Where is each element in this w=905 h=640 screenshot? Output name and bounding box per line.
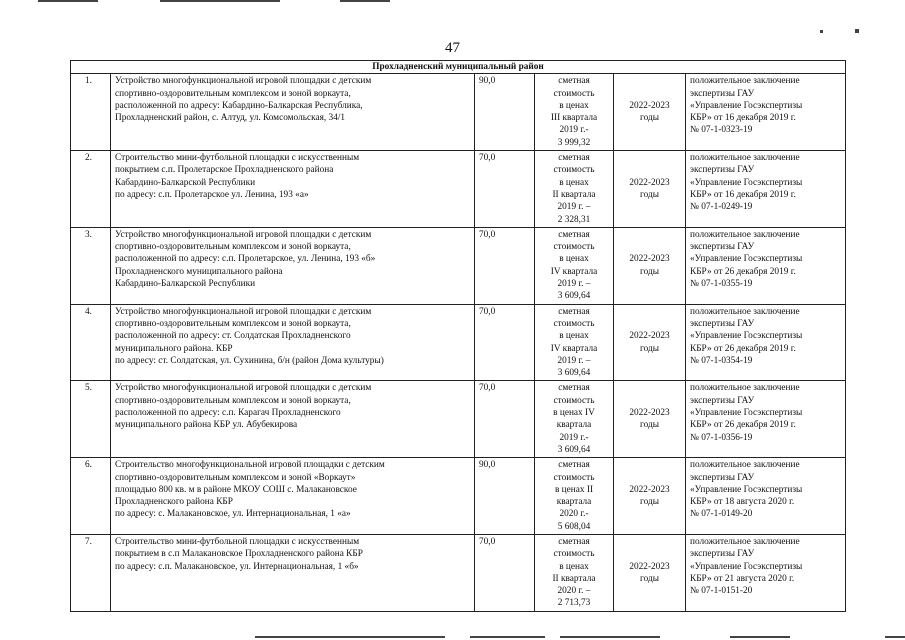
scan-artifact-line xyxy=(730,636,790,638)
estimated-cost-line: II квартала xyxy=(552,573,596,584)
estimated-cost-line: стоимость xyxy=(553,395,595,406)
estimated-cost-line: стоимость xyxy=(553,88,595,99)
object-name-line: по адресу: с. Малакановское, ул. Интернациональная, 1 «а» xyxy=(115,509,351,520)
estimated-cost-line: IV квартала xyxy=(550,343,598,354)
expert-conclusion-line: КБР» от 21 августа 2020 г. xyxy=(690,573,795,584)
estimated-cost-line: 2019 г.- xyxy=(559,432,589,443)
estimated-cost-line: стоимость xyxy=(553,242,595,253)
implementation-years xyxy=(614,74,686,151)
expert-conclusion xyxy=(686,381,846,458)
area-value: 70,0 xyxy=(475,534,535,611)
expert-conclusion-line: КБР» от 26 декабря 2019 г. xyxy=(690,343,796,354)
estimated-cost-line: в ценах xyxy=(559,254,589,265)
object-name-line: Прохладненского района КБР xyxy=(115,497,233,508)
object-name-line: расположенной по адресу: с.п. Карагач Прохладненского xyxy=(115,408,341,419)
object-name-line: муниципального района КБР ул. Абубекирова xyxy=(115,420,298,431)
estimated-cost-line: 2 713,73 xyxy=(557,598,591,609)
implementation-years-line: годы xyxy=(640,343,659,354)
scan-artifact-line xyxy=(820,30,823,33)
expert-conclusion-line: положительное заключение xyxy=(690,536,800,547)
object-name xyxy=(111,534,475,611)
table-row xyxy=(71,381,846,458)
object-name xyxy=(111,381,475,458)
object-name-line: расположенной по адресу: ст. Солдатская Прохладненского xyxy=(115,331,351,342)
estimated-cost-line: сметная xyxy=(558,460,590,471)
implementation-years-line: 2022-2023 xyxy=(629,561,670,572)
estimated-cost-line: стоимость xyxy=(553,549,595,560)
expert-conclusion-line: № 07-1-0149-20 xyxy=(690,509,753,520)
object-name-line: спортивно-оздоровительным комплексом и зоной «Воркаут» xyxy=(115,472,356,483)
estimated-cost-line: в ценах xyxy=(559,100,589,111)
estimated-cost xyxy=(535,74,614,151)
implementation-years xyxy=(614,151,686,228)
estimated-cost-line: 2020 г. – xyxy=(557,586,591,597)
estimated-cost-line: 2019 г. – xyxy=(557,202,591,213)
table-row xyxy=(71,304,846,381)
implementation-years xyxy=(614,381,686,458)
object-name-line: по адресу: с.п. Пролетарское ул. Ленина, 193 «а» xyxy=(115,189,309,200)
scan-artifact-line xyxy=(38,0,98,2)
object-name-line: Устройство многофункциональной игровой площадки с детским xyxy=(115,76,372,87)
expert-conclusion-line: № 07-1-0323-19 xyxy=(690,125,753,136)
implementation-years-line: 2022-2023 xyxy=(629,408,670,419)
row-number: 7. xyxy=(71,534,111,611)
object-name-line: спортивно-оздоровительным комплексом и зоной воркаута, xyxy=(115,395,351,406)
expert-conclusion-line: КБР» от 18 августа 2020 г. xyxy=(690,497,795,508)
scan-artifact-line xyxy=(470,636,545,638)
estimated-cost-line: стоимость xyxy=(553,472,595,483)
estimated-cost-line: 2019 г. – xyxy=(557,279,591,290)
expert-conclusion-line: экспертизы ГАУ xyxy=(690,395,755,406)
estimated-cost-line: стоимость xyxy=(553,165,595,176)
expert-conclusion xyxy=(686,458,846,535)
expert-conclusion-line: № 07-1-0151-20 xyxy=(690,586,753,597)
object-name xyxy=(111,74,475,151)
implementation-years xyxy=(614,304,686,381)
expert-conclusion-line: экспертизы ГАУ xyxy=(690,472,755,483)
estimated-cost xyxy=(535,534,614,611)
area-value: 70,0 xyxy=(475,381,535,458)
object-name-line: площадью 800 кв. м в районе МКОУ СОШ с. Малакановское xyxy=(115,484,357,495)
object-name xyxy=(111,304,475,381)
implementation-years xyxy=(614,227,686,304)
object-name xyxy=(111,458,475,535)
object-name-line: спортивно-оздоровительным комплексом и зоной воркаута, xyxy=(115,318,351,329)
estimated-cost-line: 5 608,04 xyxy=(557,521,591,532)
expert-conclusion-line: положительное заключение xyxy=(690,306,800,317)
expert-conclusion-line: № 07-1-0356-19 xyxy=(690,432,753,443)
object-name-line: расположенной по адресу: с.п. Пролетарское, ул. Ленина, 193 «б» xyxy=(115,254,376,265)
expert-conclusion-line: положительное заключение xyxy=(690,153,800,164)
estimated-cost xyxy=(535,227,614,304)
implementation-years-line: годы xyxy=(640,189,659,200)
region-title-row xyxy=(71,61,846,74)
expert-conclusion xyxy=(686,227,846,304)
scan-artifact-line xyxy=(855,29,859,33)
expert-conclusion-line: экспертизы ГАУ xyxy=(690,549,755,560)
estimated-cost-line: 2 328,31 xyxy=(557,214,591,225)
estimated-cost-line: в ценах IV xyxy=(553,408,595,419)
estimated-cost-line: 2019 г. – xyxy=(557,355,591,366)
estimated-cost-line: 3 609,64 xyxy=(557,368,591,379)
implementation-years-line: 2022-2023 xyxy=(629,100,670,111)
object-name-line: Строительство мини-футбольной площадки с искусственным xyxy=(115,153,360,164)
estimated-cost xyxy=(535,381,614,458)
object-name-line: спортивно-оздоровительным комплексом и зоной воркаута, xyxy=(115,88,351,99)
expert-conclusion xyxy=(686,74,846,151)
estimated-cost-line: в ценах xyxy=(559,561,589,572)
object-name-line: Устройство многофункциональной игровой площадки с детским xyxy=(115,306,372,317)
estimated-cost-line: в ценах xyxy=(559,331,589,342)
row-number: 4. xyxy=(71,304,111,381)
row-number: 3. xyxy=(71,227,111,304)
object-name xyxy=(111,151,475,228)
estimated-cost-line: 2019 г.- xyxy=(559,125,589,136)
scan-artifact-line xyxy=(255,636,445,638)
expert-conclusion-line: экспертизы ГАУ xyxy=(690,165,755,176)
object-name-line: Прохладненского муниципального района xyxy=(115,266,283,277)
projects-table xyxy=(70,60,846,612)
estimated-cost xyxy=(535,151,614,228)
expert-conclusion-line: экспертизы ГАУ xyxy=(690,88,755,99)
area-value: 70,0 xyxy=(475,151,535,228)
expert-conclusion-line: положительное заключение xyxy=(690,460,800,471)
object-name-line: Устройство многофункциональной игровой площадки с детским xyxy=(115,229,372,240)
estimated-cost-line: сметная xyxy=(558,153,590,164)
estimated-cost-line: в ценах xyxy=(559,177,589,188)
expert-conclusion-line: «Управление Госэкспертизы xyxy=(690,561,803,572)
object-name-line: по адресу: с.п. Малакановское, ул. Интернациональная, 1 «б» xyxy=(115,561,359,572)
estimated-cost-line: 3 609,64 xyxy=(557,444,591,455)
implementation-years-line: годы xyxy=(640,573,659,584)
table-row xyxy=(71,227,846,304)
object-name-line: муниципального района. КБР xyxy=(115,343,233,354)
table-row xyxy=(71,458,846,535)
estimated-cost-line: сметная xyxy=(558,383,590,394)
expert-conclusion-line: «Управление Госэкспертизы xyxy=(690,177,803,188)
expert-conclusion-line: КБР» от 16 декабря 2019 г. xyxy=(690,113,796,124)
expert-conclusion xyxy=(686,534,846,611)
estimated-cost-line: 3 609,64 xyxy=(557,291,591,302)
estimated-cost-line: сметная xyxy=(558,536,590,547)
scan-artifact-line xyxy=(885,636,905,638)
object-name-line: спортивно-оздоровительным комплексом и зоной воркаута, xyxy=(115,242,351,253)
region-title: Прохладненский муниципальный район xyxy=(71,61,846,74)
object-name-line: Кабардино-Балкарской Республики xyxy=(115,177,256,188)
page-number: 47 xyxy=(445,40,460,56)
estimated-cost xyxy=(535,304,614,381)
expert-conclusion-line: «Управление Госэкспертизы xyxy=(690,484,803,495)
row-number: 2. xyxy=(71,151,111,228)
estimated-cost-line: квартала xyxy=(556,497,592,508)
implementation-years-line: 2022-2023 xyxy=(629,484,670,495)
expert-conclusion xyxy=(686,304,846,381)
object-name xyxy=(111,227,475,304)
estimated-cost-line: в ценах II xyxy=(554,484,594,495)
expert-conclusion-line: положительное заключение xyxy=(690,229,800,240)
expert-conclusion-line: «Управление Госэкспертизы xyxy=(690,408,803,419)
estimated-cost-line: III квартала xyxy=(550,113,598,124)
expert-conclusion-line: № 07-1-0355-19 xyxy=(690,279,753,290)
area-value: 70,0 xyxy=(475,227,535,304)
expert-conclusion-line: «Управление Госэкспертизы xyxy=(690,254,803,265)
expert-conclusion-line: № 07-1-0354-19 xyxy=(690,355,753,366)
implementation-years-line: 2022-2023 xyxy=(629,177,670,188)
table-row xyxy=(71,151,846,228)
expert-conclusion-line: положительное заключение xyxy=(690,76,800,87)
estimated-cost-line: квартала xyxy=(556,420,592,431)
row-number: 1. xyxy=(71,74,111,151)
table-row xyxy=(71,534,846,611)
expert-conclusion-line: КБР» от 26 декабря 2019 г. xyxy=(690,266,796,277)
expert-conclusion-line: № 07-1-0249-19 xyxy=(690,202,753,213)
estimated-cost-line: II квартала xyxy=(552,189,596,200)
area-value: 90,0 xyxy=(475,74,535,151)
expert-conclusion-line: КБР» от 16 декабря 2019 г. xyxy=(690,189,796,200)
estimated-cost-line: сметная xyxy=(558,76,590,87)
expert-conclusion-line: КБР» от 26 декабря 2019 г. xyxy=(690,420,796,431)
object-name-line: по адресу: ст. Солдатская, ул. Сухинина, б/н (район Дома культуры) xyxy=(115,355,384,366)
estimated-cost xyxy=(535,458,614,535)
scan-artifact-line xyxy=(560,636,660,638)
area-value: 70,0 xyxy=(475,304,535,381)
expert-conclusion-line: положительное заключение xyxy=(690,383,800,394)
object-name-line: покрытием в с.п Малакановское Прохладненского района КБР xyxy=(115,549,363,560)
estimated-cost-line: стоимость xyxy=(553,318,595,329)
implementation-years-line: годы xyxy=(640,266,659,277)
estimated-cost-line: IV квартала xyxy=(550,266,598,277)
expert-conclusion-line: «Управление Госэкспертизы xyxy=(690,331,803,342)
object-name-line: Строительство многофункциональной игровой площадки с детским xyxy=(115,460,385,471)
row-number: 5. xyxy=(71,381,111,458)
object-name-line: Прохладненский район, с. Алтуд, ул. Комсомольская, 34/1 xyxy=(115,113,346,124)
estimated-cost-line: сметная xyxy=(558,306,590,317)
implementation-years xyxy=(614,458,686,535)
expert-conclusion xyxy=(686,151,846,228)
expert-conclusion-line: «Управление Госэкспертизы xyxy=(690,100,803,111)
scan-artifact-line xyxy=(160,0,280,2)
object-name-line: покрытием с.п. Пролетарское Прохладненского района xyxy=(115,165,334,176)
implementation-years xyxy=(614,534,686,611)
implementation-years-line: годы xyxy=(640,113,659,124)
implementation-years-line: 2022-2023 xyxy=(629,331,670,342)
object-name-line: Устройство многофункциональной игровой площадки с детским xyxy=(115,383,372,394)
scan-artifact-line xyxy=(340,0,390,2)
object-name-line: Строительство мини-футбольной площадки с искусственным xyxy=(115,536,360,547)
estimated-cost-line: сметная xyxy=(558,229,590,240)
area-value: 90,0 xyxy=(475,458,535,535)
row-number: 6. xyxy=(71,458,111,535)
estimated-cost-line: 2020 г.- xyxy=(559,509,589,520)
implementation-years-line: годы xyxy=(640,497,659,508)
implementation-years-line: годы xyxy=(640,420,659,431)
expert-conclusion-line: экспертизы ГАУ xyxy=(690,318,755,329)
implementation-years-line: 2022-2023 xyxy=(629,254,670,265)
expert-conclusion-line: экспертизы ГАУ xyxy=(690,242,755,253)
object-name-line: Кабардино-Балкарской Республики xyxy=(115,279,256,290)
estimated-cost-line: 3 999,32 xyxy=(557,137,591,148)
object-name-line: расположенной по адресу: Кабардино-Балкарская Республика, xyxy=(115,100,363,111)
table-row xyxy=(71,74,846,151)
